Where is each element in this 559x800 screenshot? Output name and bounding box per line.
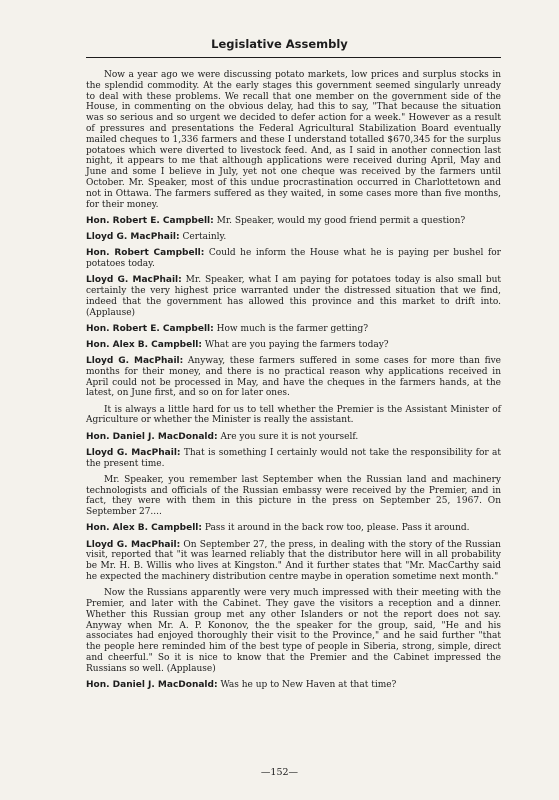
paragraph-text: Pass it around in the back row too, please. Pass it around. (204, 523, 470, 534)
paragraph (86, 432, 501, 443)
paragraph-text: Could he inform the House what he is paying per bushel for potatoes today. (86, 248, 501, 269)
paragraph-text: How much is the farmer getting? (216, 323, 369, 334)
paragraph-text: On September 27, the press, in dealing with the story of the Russian visit, reported that "it was learned reliably that the distributor here will in all probability be Mr. H. B. Willis who lives at Kingston." And it further states that "Mr. MacCarthy said he expected the machinery distribution centre maybe in operation sometime next month." (86, 539, 501, 582)
paragraph-text: What are you paying the farmers today? (204, 339, 389, 350)
speaker-name: Hon. Alex B. Campbell: (86, 339, 202, 350)
speaker-name: Hon. Daniel J. MacDonald: (86, 679, 218, 690)
paragraph (86, 540, 501, 583)
paragraph (86, 356, 501, 399)
speaker-name: Lloyd G. MacPhail: (86, 275, 182, 286)
paragraph-text: Was he up to New Haven at that time? (220, 679, 397, 690)
speaker-name: Lloyd G. MacPhail: (86, 356, 184, 367)
paragraph-text: Now a year ago we were discussing potato markets, low prices and surplus stocks in the splendid commodity. At the early stages this government seemed singularly unready to deal with these problems. We recall that one member on the government side of the House, in commenting on the obvious delay, had this to say, "That because the situation was so serious and so urgent we decided to defer action for a week." However as a result of pressures and presentations the Federal Agricultural Stabilization Board eventually mailed cheques to 1,336 farmers and these I understand totalled $670,345 for the surplus potatoes which were diverted to livestock feed. And, as I said in another connection last night, it appears to me that although applications were received during April, May and June and some I believe in July, yet not one cheque was received by the farmers until October. Mr. Speaker, most of this undue procrastination occurred in Charlottetown and not in Ottawa. The farmers suffered as they waited, in some cases more than five months, for their money. (86, 70, 501, 210)
paragraph (86, 405, 501, 427)
paragraph (86, 248, 501, 270)
paragraph (86, 275, 501, 318)
speaker-name: Hon. Alex B. Campbell: (86, 523, 202, 534)
paragraph-text: Certainly. (182, 231, 227, 242)
paragraph-text: Mr. Speaker, what I am paying for potatoes today is also small but certainly the very highest price warranted under the distressed situation that we find, indeed that the government has allowed this province and this market to drift into. (Applause) (86, 275, 501, 318)
paragraph-text: Are you sure it is not yourself. (220, 431, 359, 442)
speaker-name: Hon. Daniel J. MacDonald: (86, 431, 218, 442)
paragraph (86, 216, 501, 227)
paragraph-text: Anyway, these farmers suffered in some cases for more than five months for their money, and there is no practical reason why applications received in April could not be processed in May, and have the cheques in the farmers hands, at the latest, on June first, and so on for later ones. (86, 356, 501, 399)
speaker-name: Hon. Robert E. Campbell: (86, 323, 214, 334)
speaker-name: Hon. Robert Campbell: (86, 248, 205, 259)
paragraph (86, 588, 501, 674)
paragraph (86, 70, 501, 210)
page-number: —152— (260, 767, 299, 778)
speaker-name: Lloyd G. MacPhail: (86, 447, 181, 458)
paragraph-text: Now the Russians apparently were very much impressed with their meeting with the Premier, and later with the Cabinet. They gave the visitors a reception and a dinner. Whether this Russian group met any other Islanders or not the report does not say. Anyway when Mr. A. P. Kononov, the the speaker for the group, said, "He and his associates had enjoyed thoroughly their visit to the Province," and he said further "that the people here reminded him of the best type of people in Siberia, strong, simple, direct and cheerful." So it is nice to know that the Premier and the Cabinet impressed the Russians so well. (Applause) (86, 588, 501, 674)
paragraph (86, 324, 501, 335)
speaker-name: Lloyd G. MacPhail: (86, 539, 181, 550)
paragraph (86, 523, 501, 534)
paragraph (86, 448, 501, 470)
paragraph (86, 680, 501, 691)
paragraph-text: It is always a little hard for us to tell whether the Premier is the Assistant Minister of Agriculture or whether the Minister is really the assistant. (86, 404, 501, 426)
paragraph-text: Mr. Speaker, would my good friend permit a question? (216, 215, 466, 226)
paragraph (86, 232, 501, 243)
speaker-name: Hon. Robert E. Campbell: (86, 215, 214, 226)
paragraph-text: That is something I certainly would not take the responsibility for at the present time. (86, 447, 501, 469)
hansard-body (86, 70, 501, 696)
header-rule (86, 57, 501, 58)
paragraph (86, 475, 501, 518)
speaker-name: Lloyd G. MacPhail: (86, 231, 180, 242)
paragraph (86, 340, 501, 351)
running-header: Legislative Assembly (211, 37, 348, 51)
paragraph-text: Mr. Speaker, you remember last September when the Russian land and machinery technologists and officials of the Russian embassy were received by the Premier, and in fact, they were with them in this picture in the press on September 25, 1967. On September 27.... (86, 474, 501, 518)
